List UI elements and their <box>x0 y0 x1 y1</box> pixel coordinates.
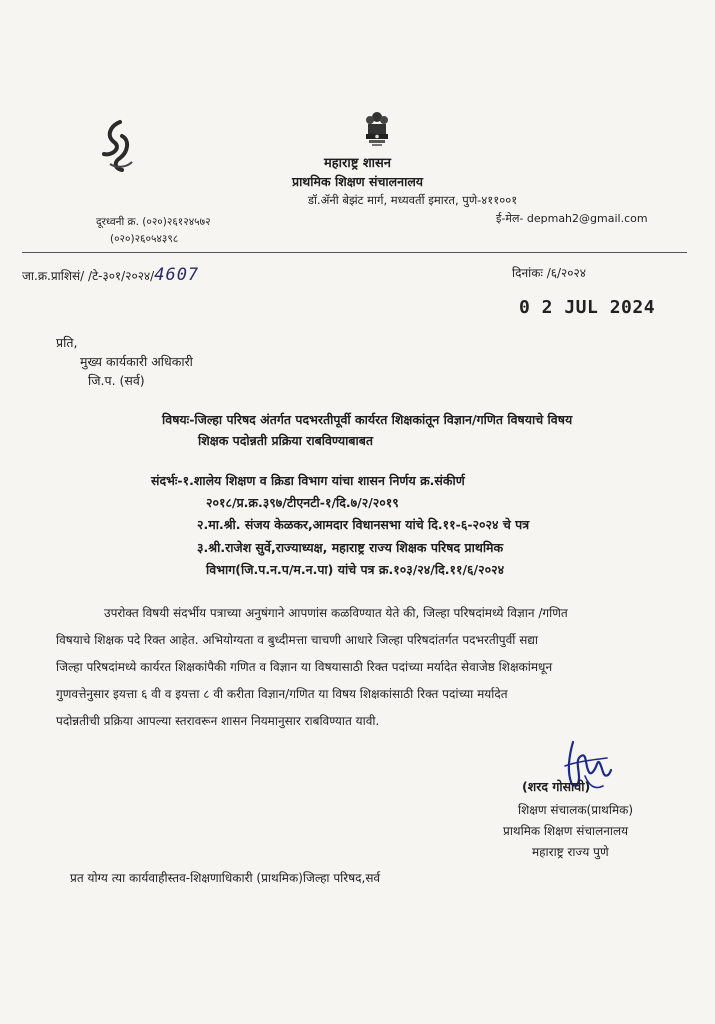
phone-line-2: (०२०)२६०५४३९८ <box>110 233 179 245</box>
letter-body <box>56 600 691 735</box>
letterhead-govt: महाराष्ट्र शासन <box>323 156 392 171</box>
letterhead-office: प्राथमिक शिक्षण संचालनालय <box>291 174 424 189</box>
body-line-4: गुणवत्तेनुसार इयत्ता ६ वी व इयत्ता ८ वी करीता विज्ञान/गणित या विषय शिक्षकांसाठी रिक्त पदांच्या मर्यादेत <box>56 687 508 701</box>
outward-number <box>22 265 199 285</box>
signatory-name: (शरद गोसावी) <box>522 779 591 794</box>
body-line-3: जिल्हा परिषदांमध्ये कार्यरत शिक्षकांपैकी गणित व विज्ञान या विषयासाठी रिक्त पदांच्या मर्यादेत सेवाजेष्ठ शिक्षकांमधून <box>56 660 553 674</box>
body-line-1: उपरोक्त विषयी संदर्भीय पत्राच्या अनुषंगाने आपणांस कळविण्यात येते की, जिल्हा परिषदांमध्ये विज्ञान /गणित <box>104 606 568 620</box>
reference-line-3: २.मा.श्री. संजय केळकर,आमदार विधानसभा यांचे दि.११-६-२०२४ चे पत्र <box>197 517 530 532</box>
body-line-2: विषयाचे शिक्षक पदे रिक्त आहेत. अभियोग्यता व बुध्दीमत्ता चाचणी आधारे जिल्हा परिषदांतर्गत पदभरतीपुर्वी सद्या <box>56 633 538 647</box>
outward-prefix: जा.क्र.प्राशिसं/ /टे-३०१/२०२४/ <box>22 269 155 283</box>
letterhead-address: डॉ.ॲनी बेझंट मार्ग, मध्यवर्ती इमारत, पुणे-४११००१ <box>307 193 518 207</box>
reference-line-5: विभाग(जि.प.न.प/म.न.पा) यांचे पत्र क्र.१०३/२४/दि.११/६/२०२४ <box>206 562 505 577</box>
subject-line-2: शिक्षक पदोन्नती प्रक्रिया राबविण्याबाबत <box>198 433 373 448</box>
outward-handwritten-number: 4607 <box>154 265 200 285</box>
body-line-5: पदोन्नतीची प्रक्रिया आपल्या स्तरावरून शासन नियमानुसार राबविण्यात यावी. <box>56 714 380 728</box>
recipient-line-1: मुख्य कार्यकारी अधिकारी <box>80 354 193 369</box>
reference-line-1: संदर्भः-१.शालेय शिक्षण व क्रिडा विभाग यांचा शासन निर्णय क्र.संकीर्ण <box>151 473 465 488</box>
signatory-office: प्राथमिक शिक्षण संचालनालय <box>503 824 629 838</box>
header-rule <box>22 252 687 253</box>
state-emblem-icon <box>362 110 392 150</box>
reference-line-4: ३.श्री.राजेश सुर्वे,राज्याध्यक्ष, महाराष्ट्र राज्य शिक्षक परिषद प्राथमिक <box>197 540 504 555</box>
reference-line-2: २०१८/प्र.क्र.३९७/टीएनटी-१/दि.७/२/२०१९ <box>206 495 399 510</box>
recipient-line-2: जि.प. (सर्व) <box>88 373 145 388</box>
subject-line-1: विषयः-जिल्हा परिषद अंतर्गत पदभरतीपूर्वी कार्यरत शिक्षकांतून विज्ञान/गणित विषयाचे विषय <box>162 412 573 427</box>
phone-line-1: दूरध्वनी क्र. (०२०)२६१२४५७२ <box>96 216 211 228</box>
date-stamp: 0 2 JUL 2024 <box>519 297 656 318</box>
signatory-designation: शिक्षण संचालक(प्राथमिक) <box>518 803 634 817</box>
recipient-prati: प्रति, <box>56 335 78 350</box>
date-label: दिनांकः /६/२०२४ <box>512 266 586 280</box>
copy-to-line: प्रत योग्य त्या कार्यवाहीस्तव-शिक्षणाधिकारी (प्राथमिक)जिल्हा परिषद,सर्व <box>70 871 381 885</box>
signatory-place: महाराष्ट्र राज्य पुणे <box>532 845 609 859</box>
email-line: ई-मेल- depmah2@gmail.com <box>496 212 648 225</box>
